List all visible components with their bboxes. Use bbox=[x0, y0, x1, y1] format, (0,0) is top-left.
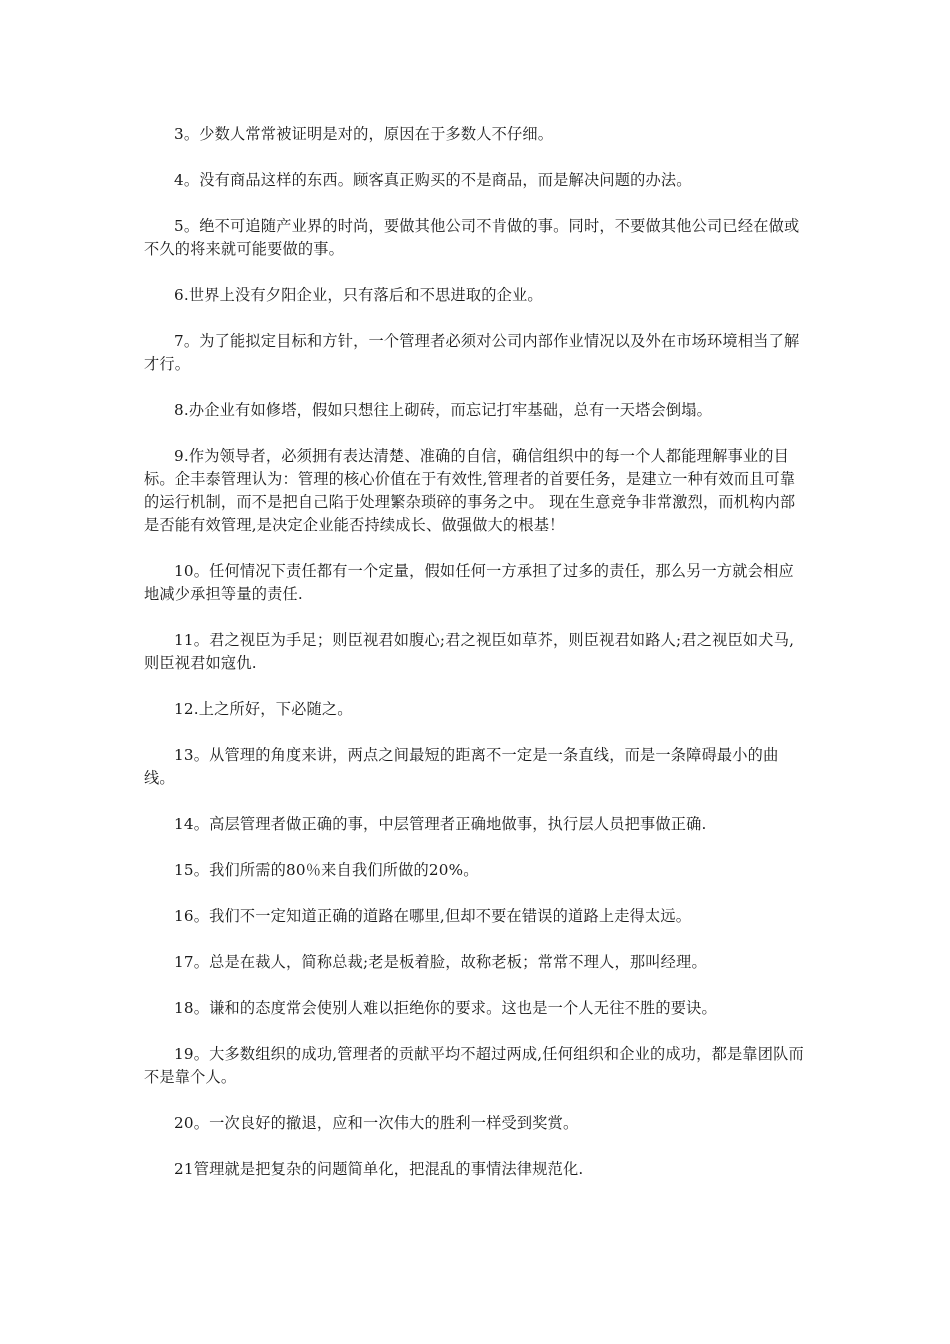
paragraph-11: 11。君之视臣为手足；则臣视君如腹心;君之视臣如草芥，则臣视君如路人;君之视臣如犬马,则臣视君如寇仇. bbox=[144, 631, 795, 672]
paragraph-19: 19。大多数组织的成功,管理者的贡献平均不超过两成,任何组织和企业的成功，都是靠团队而不是靠个人。 bbox=[144, 1045, 804, 1086]
paragraph-4: 4。没有商品这样的东西。顾客真正购买的不是商品，而是解决问题的办法。 bbox=[174, 171, 692, 189]
paragraph-17: 17。总是在裁人，简称总裁;老是板着脸，故称老板；常常不理人，那叫经理。 bbox=[174, 953, 707, 971]
paragraph-16: 16。我们不一定知道正确的道路在哪里,但却不要在错误的道路上走得太远。 bbox=[174, 907, 692, 925]
paragraph-6: 6.世界上没有夕阳企业，只有落后和不思进取的企业。 bbox=[174, 286, 543, 304]
paragraph-12: 12.上之所好，下必随之。 bbox=[174, 700, 353, 718]
paragraph-10: 10。任何情况下责任都有一个定量，假如任何一方承担了过多的责任，那么另一方就会相应地减少承担等量的责任. bbox=[144, 562, 794, 603]
paragraph-15: 15。我们所需的80％来自我们所做的20%。 bbox=[174, 861, 479, 879]
paragraph-21: 21管理就是把复杂的问题简单化，把混乱的事情法律规范化. bbox=[174, 1160, 584, 1178]
paragraph-8: 8.办企业有如修塔，假如只想往上砌砖，而忘记打牢基础，总有一天塔会倒塌。 bbox=[174, 401, 713, 419]
paragraph-20: 20。一次良好的撤退，应和一次伟大的胜利一样受到奖赏。 bbox=[174, 1114, 579, 1132]
paragraph-14: 14。高层管理者做正确的事，中层管理者正确地做事，执行层人员把事做正确. bbox=[174, 815, 707, 833]
paragraph-18: 18。谦和的态度常会使别人难以拒绝你的要求。这也是一个人无往不胜的要诀。 bbox=[174, 999, 717, 1017]
paragraph-7: 7。为了能拟定目标和方针，一个管理者必须对公司内部作业情况以及外在市场环境相当了解才行。 bbox=[144, 332, 800, 373]
paragraph-5: 5。绝不可追随产业界的时尚，要做其他公司不肯做的事。同时，不要做其他公司已经在做或不久的将来就可能要做的事。 bbox=[144, 217, 800, 258]
document-body bbox=[144, 123, 808, 1204]
paragraph-13: 13。从管理的角度来讲，两点之间最短的距离不一定是一条直线，而是一条障碍最小的曲线。 bbox=[144, 746, 779, 787]
paragraph-3: 3。少数人常常被证明是对的，原因在于多数人不仔细。 bbox=[174, 125, 554, 143]
paragraph-9: 9.作为领导者，必须拥有表达清楚、准确的自信，确信组织中的每一个人都能理解事业的目标。企丰泰管理认为：管理的核心价值在于有效性,管理者的首要任务，是建立一种有效而且可靠的运行机制，而不是把自己陷于处理繁杂琐碎的事务之中。 现在生意竞争非常激烈，而机构内部是否能有效管理,是决定企业能否持续成长、做强做大的根基！ bbox=[144, 447, 796, 534]
